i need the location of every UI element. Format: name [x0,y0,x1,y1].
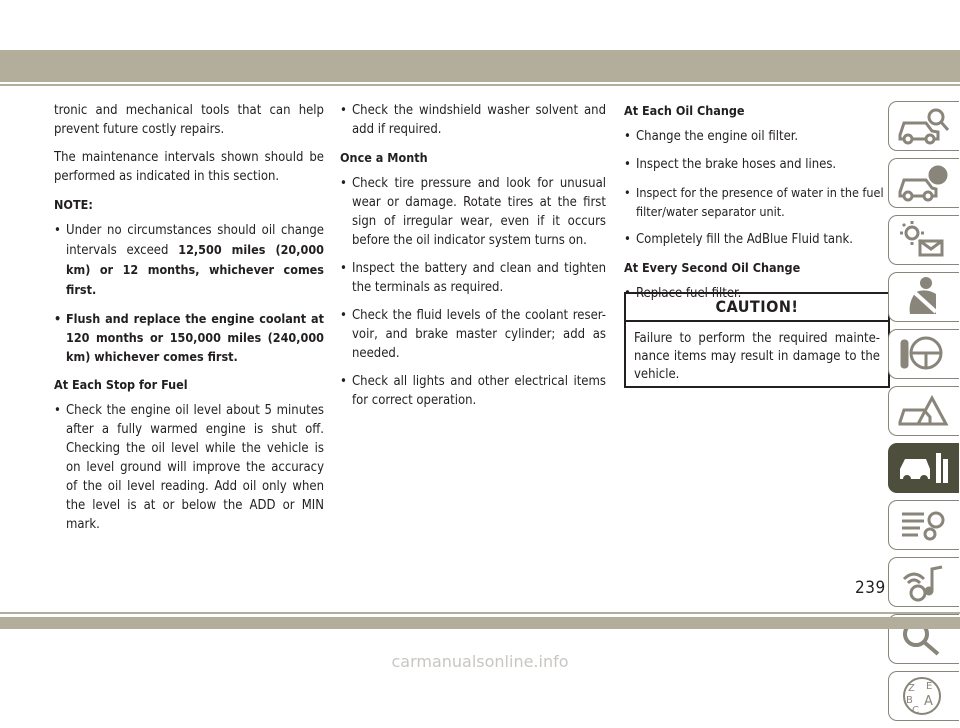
footer-rule [0,612,960,614]
tab-emergency[interactable] [888,386,960,436]
car-search-icon [896,105,952,147]
list-item: • Inspect for the presence of water in the fuel filter/water separator unit. [624,185,884,219]
header-rule [0,84,960,86]
svg-text:C: C [912,705,919,716]
list-item: • Check all lights and other electrical items for correct operation. [340,374,606,408]
safety-seat-icon [896,276,952,318]
list-item: • Flush and replace the engine coolant at 120 months or 150,000 miles (240,000 km) whichever comes first. [54,311,324,364]
svg-text:Z: Z [908,683,915,694]
tab-index[interactable] [888,671,960,721]
list-item: • Check tire pressure and look for unusual wear or damage. Rotate tires at the first sign of irregular wear, even if it occurs before the oil indicator system turns on. [340,176,606,248]
bullet-text: Check the windshield washer solvent and add if required. [352,103,606,137]
bullet-text: Completely fill the AdBlue Fluid tank. [636,232,853,247]
svg-text:A: A [924,694,933,709]
warning-lights-icon [896,219,952,261]
section-heading: At Each Stop for Fuel [54,377,188,392]
specifications-icon [896,504,952,546]
note-heading: NOTE: [54,197,93,212]
bullet-text: Check tire pressure and look for unusual wear or damage. Rotate tires at the first sign of irregular wear, even if it occurs before the oil indicator system turns on. [352,176,606,248]
language-index-icon [896,675,952,717]
middle-column [340,101,606,419]
tab-safety[interactable] [888,272,960,322]
bullet-text: Flush and replace the engine coolant at 120 months or 150,000 miles (240,000 km) whichever comes first. [66,311,324,364]
list-item: • Completely fill the AdBlue Fluid tank. [624,232,853,247]
svg-text:B: B [906,695,913,706]
tab-starting-operating[interactable] [888,329,960,379]
tab-multimedia[interactable] [888,557,960,607]
list-item: • Check the windshield washer solvent and add if required. [340,103,606,137]
tab-getting-to-know[interactable] [888,101,960,151]
footer-band [0,617,960,629]
section-heading: Once a Month [340,150,428,165]
section-heading: At Each Oil Change [624,103,745,118]
caution-title: CAUTION! [626,294,888,322]
bullet-text: Under no circumstances should oil change intervals exceed [66,223,324,258]
chapter-tabs [888,101,960,728]
bullet-text: Check the engine oil level about 5 minutes after a fully warmed engine is shut off. Checking the oil level while the vehicle is on level ground will improve the accuracy of the oil level reading. Add oil only when the level is at or below the ADD or MIN mark. [66,403,324,532]
tab-warning-lights[interactable] [888,215,960,265]
bullet-text: Change the engine oil filter. [636,129,799,144]
caution-text: Failure to perform the required mainte-nance items may result in damage to the vehicle. [634,331,880,382]
caution-box [624,292,890,388]
bullet-text: Check the fluid levels of the coolant reser-voir, and brake master cylinder; add as needed. [352,308,606,361]
bullet-text: Inspect the brake hoses and lines. [636,157,837,172]
list-item: • Inspect the battery and clean and tighten the terminals as required. [340,261,606,295]
tab-servicing-maintenance[interactable] [888,443,960,493]
section-heading: At Every Second Oil Change [624,260,801,275]
list-item: • Replace fuel filter. [624,286,742,301]
watermark: carmanualsonline.info [391,652,569,671]
right-column [624,101,890,312]
list-item: • Under no circumstances should oil change intervals exceed 12,500 miles (20,000 km) or 12 months, whichever comes first. [54,223,324,297]
roadside-warning-icon [896,390,952,432]
steering-wheel-icon [896,333,952,375]
list-item: • Check the fluid levels of the coolant reser-voir, and brake master cylinder; add as needed. [340,308,606,361]
page-number: 239 [855,578,886,598]
list-item: • Change the engine oil filter. [624,129,799,144]
bullet-text: Inspect for the presence of water in the fuel filter/water separator unit. [636,185,884,219]
header-band [0,50,960,82]
paragraph: tronic and mechanical tools that can help prevent future costly repairs. [54,103,324,137]
list-item: • Inspect the brake hoses and lines. [624,157,837,172]
left-column [54,101,324,543]
bullet-text: Check all lights and other electrical items for correct operation. [352,374,606,408]
tab-technical-specifications[interactable] [888,500,960,550]
bullet-text: Inspect the battery and clean and tighten the terminals as required. [352,261,606,295]
paragraph: The maintenance intervals shown should be performed as indicated in this section. [54,150,324,184]
list-item: • Check the engine oil level about 5 minutes after a fully warmed engine is shut off. Checking the oil level while the vehicle is on level ground will improve the accuracy of the oil level reading. Add oil only when the level is at or below the ADD or MIN mark. [54,403,324,532]
car-wrench-icon [896,447,952,489]
bullet-bold-text: 12,500 miles (20,000 km) or 12 months, whichever comes first. [66,242,324,297]
multimedia-icon [896,561,952,603]
bullet-text: Replace fuel filter. [636,286,742,301]
car-info-icon [896,162,952,204]
svg-text:E: E [926,681,933,692]
tab-dashboard[interactable] [888,158,960,208]
